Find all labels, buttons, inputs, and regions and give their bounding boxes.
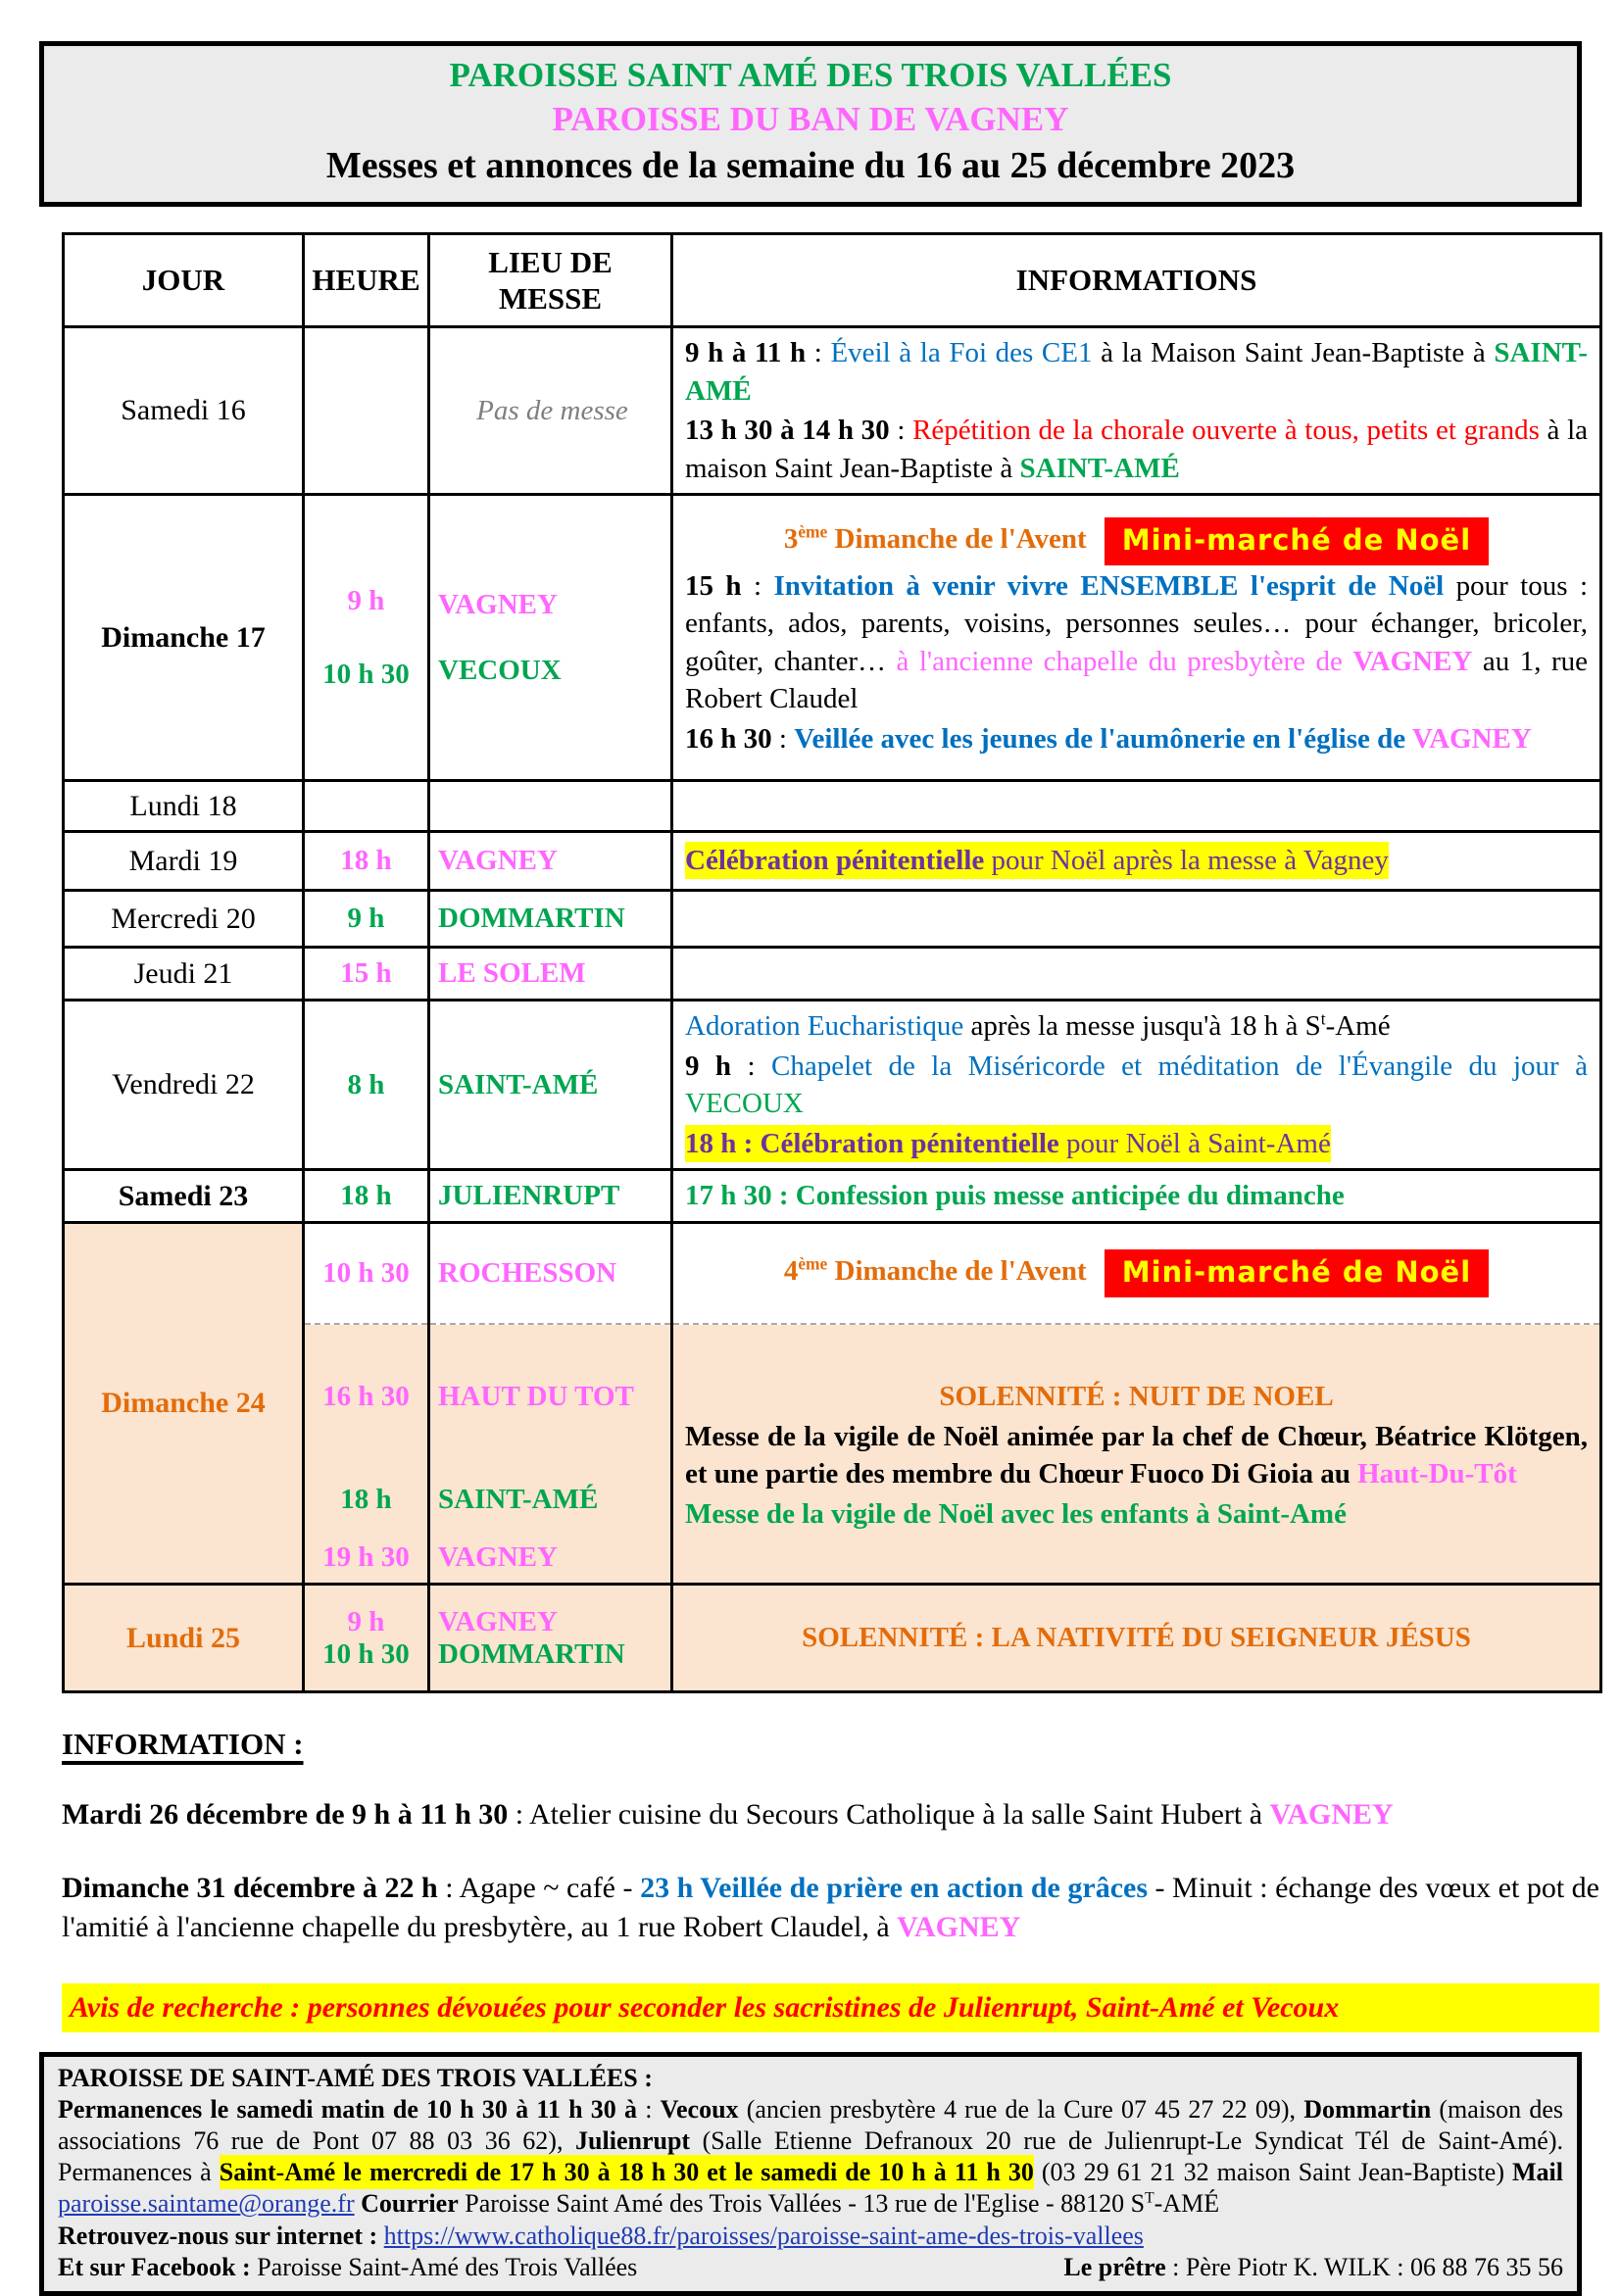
day-cell: Vendredi 22 (64, 1001, 304, 1170)
time-cell (304, 1585, 429, 1692)
day-cell: Dimanche 17 (64, 495, 304, 781)
text-segment: (Salle Etienne Defranoux 20 rue de Julienrupt-Le Syndicat Tél de Saint-Amé). Permanences à (58, 2126, 1563, 2187)
day-cell: Lundi 25 (64, 1585, 304, 1692)
info-line (685, 1048, 1588, 1123)
email-link[interactable]: paroisse.saintame@orange.fr (58, 2189, 355, 2219)
text-segment: Retrouvez-nous sur internet : (58, 2221, 384, 2250)
text-segment: Haut-Du-Tôt (1357, 1458, 1517, 1490)
announcement-dimanche-31 (62, 1869, 1599, 1948)
column-header-informations: INFORMATIONS (672, 233, 1601, 326)
row-dimanche-24-part1 (64, 1223, 1601, 1324)
text-segment: Dimanche 31 décembre à 22 h (62, 1871, 438, 1904)
text-segment: à la maison Saint Jean-Baptiste à (685, 415, 1588, 484)
text-segment: Célébration pénitentielle (685, 842, 984, 879)
place-cell (429, 781, 672, 832)
place-cell: DOMMARTIN (429, 891, 672, 948)
text-segment: 9 h à 11 h (685, 336, 807, 368)
avent-line (685, 517, 1588, 565)
place-stack (438, 1606, 666, 1671)
text-segment: Courrier (361, 2189, 459, 2219)
row-vendredi-22 (64, 1001, 1601, 1170)
time-value: 10 h 30 (322, 658, 410, 690)
info-cell (672, 1324, 1601, 1585)
text-segment: Vecoux (660, 2094, 739, 2124)
text-segment: à l'ancienne chapelle du presbytère de (896, 645, 1353, 677)
text-segment: (maison des associations 76 rue de Pont 07 88 03 36 62), (58, 2094, 1564, 2156)
text-segment: 16 h 30 (685, 722, 772, 755)
time-cell (304, 781, 429, 832)
time-value: 16 h 30 (322, 1380, 410, 1412)
place-cell (429, 1324, 672, 1585)
time-cell (304, 326, 429, 494)
text-segment: VAGNEY (1269, 1798, 1394, 1832)
text-segment: 17 h 30 : Confession puis messe anticipée du dimanche (685, 1180, 1345, 1212)
time-cell: 18 h (304, 832, 429, 891)
text-segment: ème (798, 521, 828, 542)
text-segment: Dimanche de l'Avent (827, 522, 1087, 555)
info-line (685, 842, 1588, 880)
place-value: VAGNEY (438, 1605, 558, 1637)
time-value: 19 h 30 (322, 1540, 410, 1573)
time-cell: 9 h (304, 891, 429, 948)
info-line (685, 567, 1588, 718)
footer-internet-line (58, 2221, 1563, 2252)
information-section (62, 1727, 1599, 2032)
text-segment: ème (798, 1253, 828, 1274)
info-line (685, 334, 1588, 410)
text-segment: : (771, 722, 795, 755)
text-segment: Julienrupt (575, 2126, 691, 2156)
info-cell (672, 781, 1601, 832)
row-mardi-19 (64, 832, 1601, 891)
row-jeudi-21 (64, 948, 1601, 1001)
row-lundi-18 (64, 781, 1601, 832)
info-cell (672, 832, 1601, 891)
solennite-title (685, 1378, 1588, 1416)
text-segment: : (889, 415, 913, 447)
text-segment: Et sur Facebook : (58, 2252, 258, 2281)
text-segment: : (636, 2094, 661, 2124)
info-line (685, 720, 1588, 758)
time-value: 9 h (347, 1605, 385, 1637)
time-cell: 18 h (304, 1170, 429, 1223)
solennite-title (685, 1619, 1588, 1657)
text-segment: SAINT-AMÉ (685, 336, 1588, 407)
time-cell: 10 h 30 (304, 1223, 429, 1324)
info-cell (672, 1585, 1601, 1692)
text-segment: : (806, 336, 831, 368)
text-segment: Le prêtre (1063, 2252, 1166, 2281)
text-segment: Invitation à venir vivre ENSEMBLE l'esprit de Noël (773, 569, 1445, 602)
row-dimanche-17 (64, 495, 1601, 781)
place-cell (429, 1585, 672, 1692)
text-segment: Éveil à la Foi des CE1 (830, 336, 1093, 368)
info-cell (672, 1001, 1601, 1170)
time-cell: 15 h (304, 948, 429, 1001)
time-stack (307, 1334, 425, 1574)
info-line (685, 412, 1588, 487)
day-cell: Jeudi 21 (64, 948, 304, 1001)
text-segment: 18 h : Célébration pénitentielle (685, 1125, 1059, 1162)
time-value: 9 h (347, 584, 385, 616)
text-segment: VAGNEY (1352, 645, 1473, 677)
place-value: DOMMARTIN (438, 1637, 625, 1670)
place-cell: JULIENRUPT (429, 1170, 672, 1223)
row-samedi-23 (64, 1170, 1601, 1223)
week-subtitle: Messes et annonces de la semaine du 16 au 25 décembre 2023 (325, 144, 1296, 186)
place-cell (429, 326, 672, 494)
time-stack (307, 585, 425, 691)
text-segment: 23 h Veillée de prière en action de grâces (640, 1871, 1148, 1904)
text-segment: pour Noël à Saint-Amé (1059, 1125, 1331, 1162)
text-segment: pour tous : enfants, ados, parents, voisins, personnes seules… pour échanger, bricoler, goûter, chanter… (685, 569, 1588, 677)
text-segment: Mardi 26 décembre de 9 h à 11 h 30 (62, 1798, 509, 1832)
text-segment: T (1145, 2189, 1154, 2207)
website-link[interactable]: https://www.catholique88.fr/paroisses/paroisse-saint-ame-des-trois-vallees (383, 2221, 1144, 2250)
info-line (685, 1007, 1588, 1046)
text-segment: 3 (783, 522, 799, 555)
day-cell: Dimanche 24 (64, 1223, 304, 1585)
info-cell (672, 326, 1601, 494)
text-segment: VECOUX (685, 1088, 804, 1120)
place-cell: ROCHESSON (429, 1223, 672, 1324)
info-cell (672, 891, 1601, 948)
text-segment: 9 h (685, 1050, 732, 1082)
text-segment: pour Noël après la messe à Vagney (984, 842, 1389, 879)
footer-priest (1063, 2252, 1563, 2283)
text-segment: SAINT-AMÉ (1019, 452, 1180, 484)
table-header-row (64, 233, 1601, 326)
column-header-heure: HEURE (304, 233, 429, 326)
text-segment: VAGNEY (897, 1911, 1021, 1944)
parish-title-2: PAROISSE DU BAN DE VAGNEY (552, 99, 1069, 138)
time-value: 18 h (340, 1483, 392, 1515)
footer-permanences (58, 2094, 1563, 2221)
text-segment: -AMÉ (1154, 2189, 1220, 2219)
text-segment: (ancien presbytère 4 rue de la Cure 07 45 27 22 09), (738, 2094, 1304, 2124)
mini-marche-badge: Mini-marché de Noël (1105, 517, 1489, 565)
text-segment: Messe de la vigile de Noël animée par la chef de Chœur, Béatrice Klötgen, et une partie des membre du Chœur Fuoco Di Gioia au (685, 1420, 1588, 1490)
column-header-lieu: LIEU DE MESSE (429, 233, 672, 326)
time-cell (304, 495, 429, 781)
text-segment: Répétition de la chorale ouverte à tous, petits et grands (912, 415, 1540, 447)
text-segment: après la messe jusqu'à 18 h à S (963, 1010, 1321, 1043)
text-segment: : (731, 1050, 771, 1082)
mini-marche-badge: Mini-marché de Noël (1105, 1249, 1489, 1297)
text-segment: à la Maison Saint Jean-Baptiste à (1092, 336, 1495, 368)
parish-title-1: PAROISSE SAINT AMÉ DES TROIS VALLÉES (449, 56, 1172, 94)
place-value: VAGNEY (438, 588, 558, 620)
day-cell: Mercredi 20 (64, 891, 304, 948)
info-cell (672, 495, 1601, 781)
place-cell (429, 495, 672, 781)
row-samedi-16 (64, 326, 1601, 494)
text-segment: Paroisse Saint Amé des Trois Vallées - 13 rue de l'Eglise - 88120 S (458, 2189, 1146, 2219)
text-segment: t (1320, 1008, 1326, 1029)
avent-line (685, 1249, 1588, 1297)
info-line (685, 1125, 1588, 1163)
footer-last-row (58, 2252, 1563, 2283)
footer-facebook (58, 2252, 637, 2283)
info-line (685, 1495, 1588, 1534)
text-segment: : Agape ~ café - (437, 1871, 641, 1904)
info-cell (672, 1170, 1601, 1223)
text-segment: Permanences le samedi matin de 10 h 30 à 11 h 30 à (58, 2094, 637, 2124)
info-cell (672, 1223, 1601, 1324)
text-segment: -Amé (1325, 1010, 1391, 1043)
day-cell: Lundi 18 (64, 781, 304, 832)
place-stack (438, 589, 666, 687)
time-cell: 8 h (304, 1001, 429, 1170)
no-mass-note: Pas de messe (476, 394, 628, 426)
text-segment: VAGNEY (1411, 722, 1532, 755)
place-stack (438, 1334, 666, 1574)
text-segment: Saint-Amé le mercredi de 17 h 30 à 18 h 30 et le samedi de 10 h à 11 h 30 (220, 2155, 1034, 2189)
info-line (685, 1418, 1588, 1493)
text-segment: SOLENNITÉ : NUIT DE NOEL (939, 1381, 1334, 1413)
place-cell: VAGNEY (429, 832, 672, 891)
text-segment: Messe de la vigile de Noël avec les enfants à Saint-Amé (685, 1497, 1347, 1530)
text-segment: Paroisse Saint-Amé des Trois Vallées (257, 2252, 638, 2281)
information-heading: INFORMATION : (62, 1727, 304, 1762)
place-cell: LE SOLEM (429, 948, 672, 1001)
text-segment: Veillée avec les jeunes de l'aumônerie en l'église de (794, 722, 1412, 755)
text-segment: (03 29 61 21 32 maison Saint Jean-Baptiste) (1033, 2158, 1513, 2187)
text-segment: Mail (1512, 2158, 1564, 2187)
text-segment: 4 (783, 1254, 799, 1287)
header (39, 41, 1582, 207)
text-segment: Dimanche de l'Avent (827, 1254, 1087, 1287)
text-segment: : Atelier cuisine du Secours Catholique à la salle Saint Hubert à (508, 1798, 1270, 1832)
avis-de-recherche-banner: Avis de recherche : personnes dévouées pour seconder les sacristines de Julienrupt, Saint-Amé et Vecoux (62, 1983, 1599, 2032)
place-value: HAUT DU TOT (438, 1380, 634, 1412)
text-segment: : Père Piotr K. WILK : 06 88 76 35 56 (1165, 2252, 1563, 2281)
time-stack (307, 1606, 425, 1671)
place-value: VECOUX (438, 654, 562, 686)
place-value: SAINT-AMÉ (438, 1483, 599, 1515)
time-value: 10 h 30 (322, 1637, 410, 1670)
text-segment: au 1, rue Robert Claudel (685, 645, 1588, 715)
footer-parish-title: PAROISSE DE SAINT-AMÉ DES TROIS VALLÉES : (58, 2063, 653, 2092)
text-segment: Chapelet de la Miséricorde et méditation de l'Évangile du jour à (770, 1050, 1588, 1082)
day-cell: Samedi 23 (64, 1170, 304, 1223)
text-segment: - Minuit : échange des vœux et pot de l'amitié à l'ancienne chapelle du presbytère, au 1 rue Robert Claudel, à (62, 1871, 1599, 1944)
text-segment: 13 h 30 à 14 h 30 (685, 415, 890, 447)
info-line (685, 1177, 1588, 1215)
text-segment: Dommartin (1303, 2094, 1432, 2124)
day-cell: Mardi 19 (64, 832, 304, 891)
text-segment: 15 h (685, 569, 742, 602)
place-value: VAGNEY (438, 1540, 558, 1573)
info-cell (672, 948, 1601, 1001)
row-mercredi-20 (64, 891, 1601, 948)
footer (39, 2052, 1582, 2296)
mass-schedule-table (62, 232, 1602, 1693)
day-cell: Samedi 16 (64, 326, 304, 494)
text-segment: : (741, 569, 774, 602)
place-cell: SAINT-AMÉ (429, 1001, 672, 1170)
text-segment: Adoration Eucharistique (685, 1010, 964, 1043)
time-cell (304, 1324, 429, 1585)
text-segment: SOLENNITÉ : LA NATIVITÉ DU SEIGNEUR JÉSUS (802, 1622, 1471, 1654)
row-lundi-25 (64, 1585, 1601, 1692)
column-header-jour: JOUR (64, 233, 304, 326)
announcement-mardi-26 (62, 1795, 1599, 1835)
